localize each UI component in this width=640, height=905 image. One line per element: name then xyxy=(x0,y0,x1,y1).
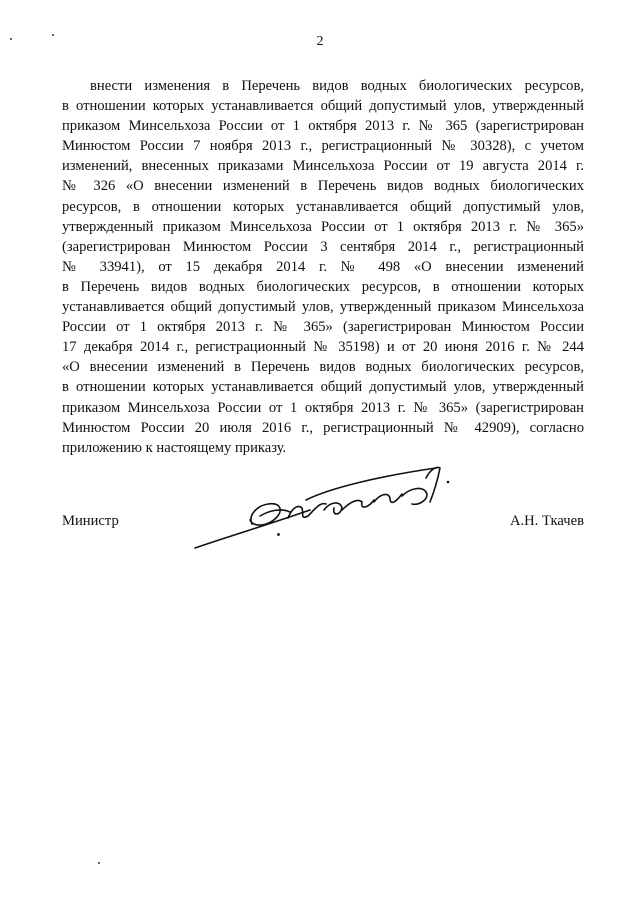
text-line: (зарегистрирован Минюстом России 3 сентября 2014 г., регистрационный xyxy=(62,238,584,255)
text-line: «О внесении изменений в Перечень видов водных биологических ресурсов, xyxy=(62,359,584,376)
text-line: в отношении которых устанавливается общий допустимый улов, утвержденный xyxy=(62,379,584,396)
signatory-title: Министр xyxy=(62,513,119,529)
text-line: приказом Минсельхоза России от 1 октября 2013 г. № 365 (зарегистрирован xyxy=(62,118,584,135)
text-line: 17 декабря 2014 г., регистрационный № 35198) и от 20 июня 2016 г. № 244 xyxy=(62,339,584,356)
text-line: Минюстом России 20 июля 2016 г., регистрационный № 42909), согласно xyxy=(62,419,584,436)
page-number: 2 xyxy=(316,34,324,49)
text-line: приложению к настоящему приказу. xyxy=(62,439,287,456)
text-line: № 326 «О внесении изменений в Перечень видов водных биологических xyxy=(62,178,584,195)
text-line: России от 1 октября 2013 г. № 365» (зарегистрирован Минюстом России xyxy=(62,319,584,336)
signatory-name: А.Н. Ткачев xyxy=(509,513,584,529)
text-line: № 33941), от 15 декабря 2014 г. № 498 «О внесении изменений xyxy=(62,258,584,275)
text-line: утвержденный приказом Минсельхоза России от 1 октября 2013 г. № 365» xyxy=(62,218,584,235)
body-text xyxy=(62,76,584,458)
scan-speck xyxy=(10,38,12,40)
scan-speck xyxy=(277,533,280,536)
text-line: ресурсов, в отношении которых устанавливается общий допустимый улов, xyxy=(62,198,584,215)
scan-speck xyxy=(98,862,100,864)
text-line: изменений, внесенных приказами Минсельхоза России от 19 августа 2014 г. xyxy=(62,158,584,175)
text-line: внести изменения в Перечень видов водных биологических ресурсов, xyxy=(90,78,584,94)
text-line: в Перечень видов водных биологических ресурсов, в отношении которых xyxy=(62,278,584,295)
text-line: Минюстом России 7 ноября 2013 г., регистрационный № 30328), с учетом xyxy=(62,138,584,155)
scan-speck xyxy=(52,34,54,36)
text-line: в отношении которых устанавливается общий допустимый улов, утвержденный xyxy=(62,98,584,115)
text-line: устанавливается общий допустимый улов, утвержденный приказом Минсельхоза xyxy=(62,299,584,316)
handwritten-signature xyxy=(190,458,460,553)
text-line: приказом Минсельхоза России от 1 октября 2013 г. № 365» (зарегистрирован xyxy=(62,399,584,416)
